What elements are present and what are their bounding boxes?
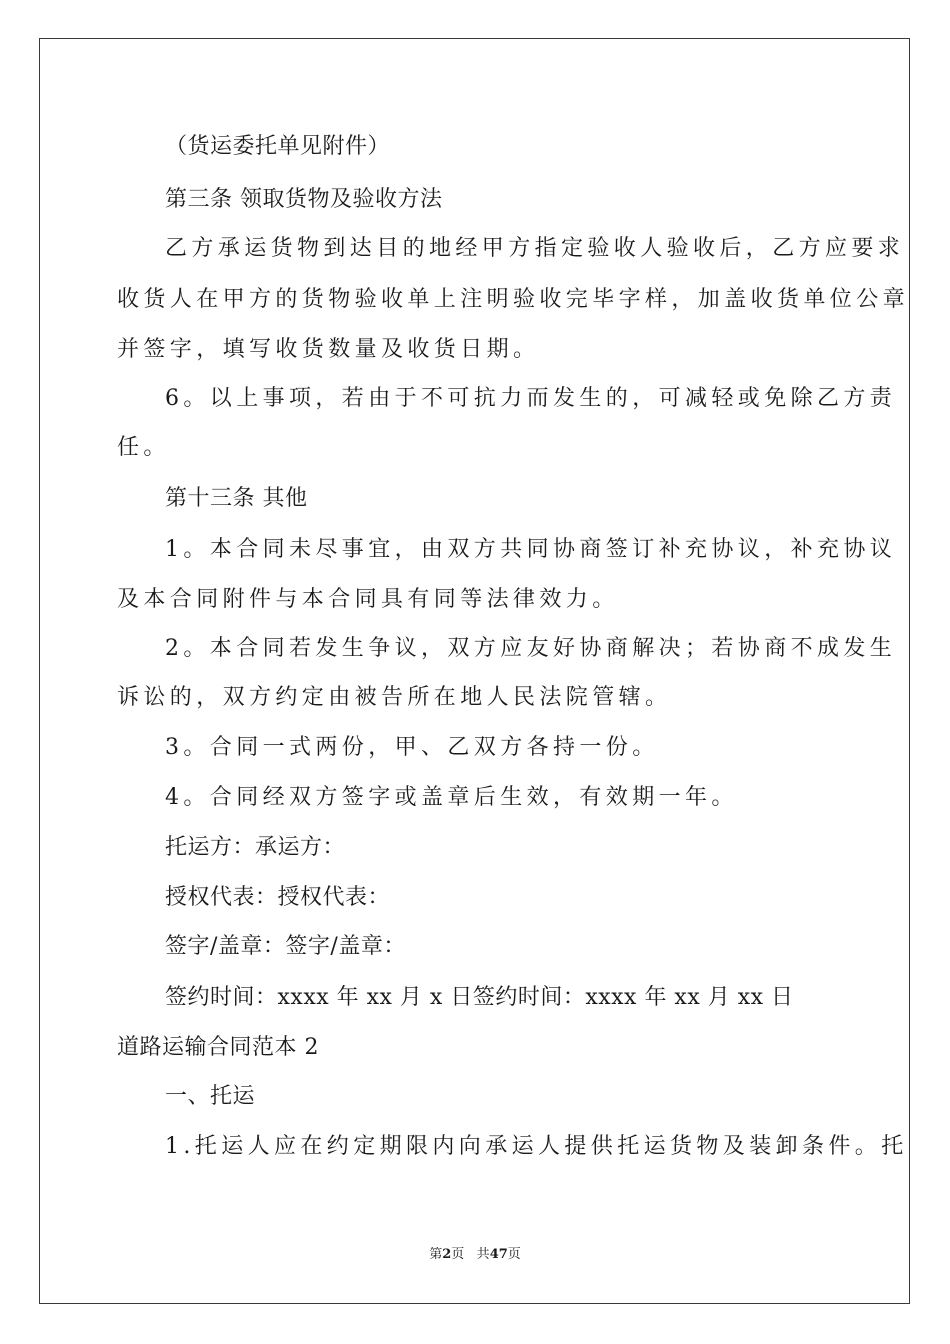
signature-line-date: 签约时间：xxxx 年 xx 月 x 日签约时间：xxxx 年 xx 月 xx 日 bbox=[165, 985, 794, 1010]
page-footer bbox=[0, 1246, 950, 1264]
text-line: 并签字，填写收货数量及收货日期。 bbox=[117, 337, 540, 362]
section-heading: 第十三条 其他 bbox=[165, 486, 308, 511]
signature-line-parties: 托运方：承运方： bbox=[165, 835, 346, 860]
text-line: 任。 bbox=[117, 435, 170, 460]
signature-line-seal: 签字/盖章：签字/盖章： bbox=[165, 934, 406, 959]
total-pages: 47 bbox=[489, 1247, 508, 1262]
signature-line-representative: 授权代表：授权代表： bbox=[165, 885, 391, 910]
text-line: 1。本合同未尽事宜，由双方共同协商签订补充协议，补充协议 bbox=[165, 537, 897, 562]
text-line: 收货人在甲方的货物验收单上注明验收完毕字样，加盖收货单位公章 bbox=[117, 287, 910, 312]
text-line: 4。合同经双方签字或盖章后生效，有效期一年。 bbox=[165, 785, 738, 810]
document-title: 道路运输合同范本 2 bbox=[117, 1035, 319, 1060]
page-number: 2 bbox=[442, 1247, 452, 1262]
text-line: 诉讼的，双方约定由被告所在地人民法院管辖。 bbox=[117, 685, 672, 710]
text-line: （货运委托单见附件） bbox=[165, 134, 391, 159]
text-line: 2。本合同若发生争议，双方应友好协商解决；若协商不成发生 bbox=[165, 636, 897, 661]
total-prefix: 共 bbox=[476, 1247, 490, 1262]
section-heading: 一、托运 bbox=[165, 1084, 256, 1109]
page-suffix: 页 bbox=[451, 1247, 465, 1262]
text-line: 1.托运人应在约定期限内向承运人提供托运货物及装卸条件。托 bbox=[165, 1134, 908, 1159]
page-border bbox=[39, 38, 910, 1304]
text-line: 6。以上事项，若由于不可抗力而发生的，可减轻或免除乙方责 bbox=[165, 386, 897, 411]
text-line: 乙方承运货物到达目的地经甲方指定验收人验收后，乙方应要求 bbox=[165, 236, 905, 261]
text-line: 3。合同一式两份，甲、乙双方各持一份。 bbox=[165, 735, 659, 760]
page-prefix: 第 bbox=[429, 1247, 443, 1262]
total-suffix: 页 bbox=[507, 1247, 521, 1262]
section-heading: 第三条 领取货物及验收方法 bbox=[165, 187, 443, 212]
text-line: 及本合同附件与本合同具有同等法律效力。 bbox=[117, 587, 619, 612]
